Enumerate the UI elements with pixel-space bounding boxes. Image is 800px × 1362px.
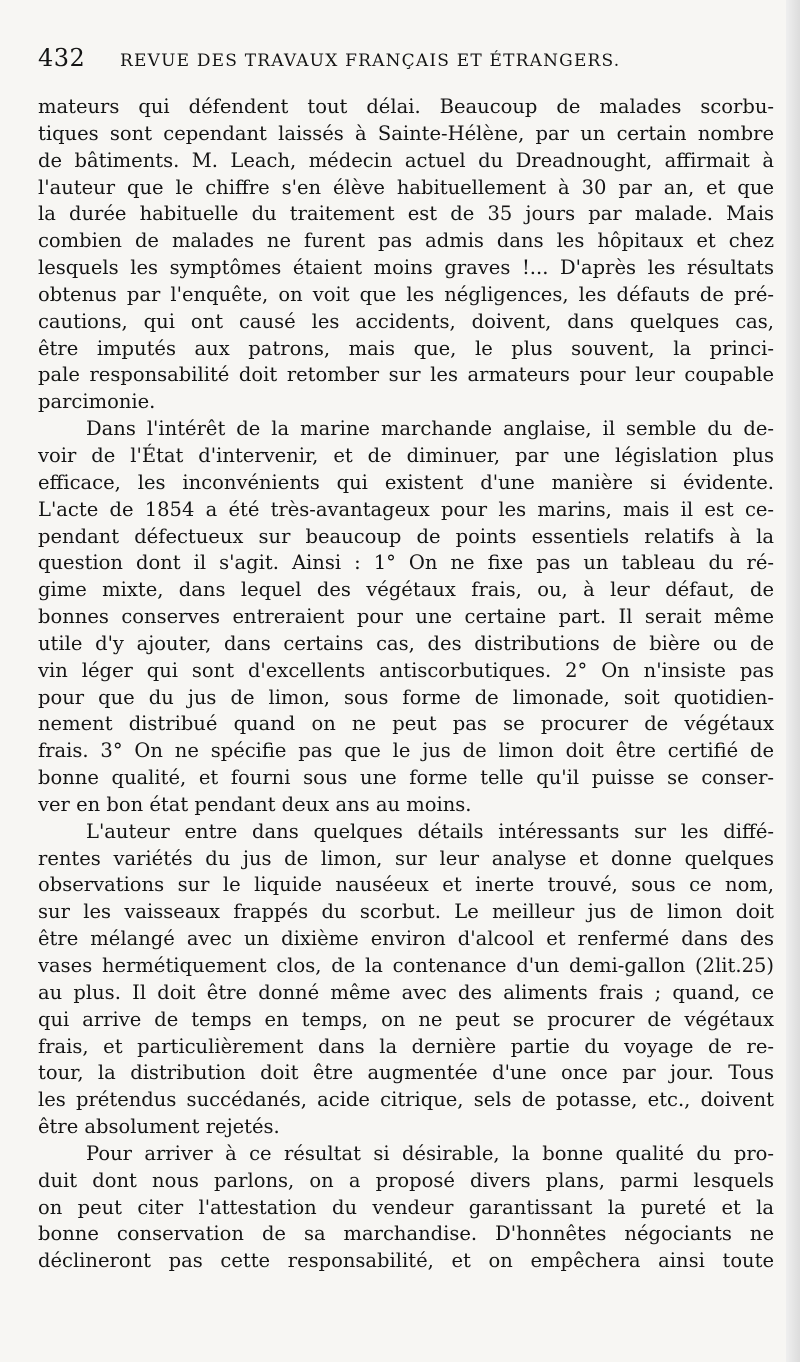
- text-line: utile d'y ajouter, dans certains cas, des distributions de bière ou de: [38, 631, 774, 655]
- text-line: nement distribué quand on ne peut pas se procurer de végétaux: [38, 712, 774, 736]
- text-line: bonnes conserves entreraient pour une certaine part. Il serait même: [38, 605, 774, 629]
- text-line: vases hermétiquement clos, de la contenance d'un demi-gallon (2lit.25): [38, 954, 774, 977]
- text-line: combien de malades ne furent pas admis dans les hôpitaux et chez: [38, 229, 774, 253]
- text-line: au plus. Il doit être donné même avec des aliments frais ; quand, ce: [38, 980, 774, 1004]
- running-title: REVUE DES TRAVAUX FRANÇAIS ET ÉTRANGERS.: [120, 51, 621, 71]
- text-line: qui arrive de temps en temps, on ne peut se procurer de végétaux: [38, 1007, 774, 1031]
- text-line: L'auteur entre dans quelques détails intéressants sur les diffé-: [86, 819, 774, 843]
- text-line: bonne conservation de sa marchandise. D'honnêtes négociants ne: [38, 1222, 774, 1246]
- text-line: être imputés aux patrons, mais que, le plus souvent, la princi-: [38, 336, 774, 360]
- text-line: gime mixte, dans lequel des végétaux frais, ou, à leur défaut, de: [38, 578, 774, 602]
- page-number: 432: [38, 44, 86, 72]
- text-line: déclineront pas cette responsabilité, et on empêchera ainsi toute: [38, 1249, 774, 1273]
- text-line: parcimonie.: [38, 390, 156, 414]
- text-line: obtenus par l'enquête, on voit que les négligences, les défauts de pré-: [38, 282, 774, 306]
- text-line: pale responsabilité doit retomber sur les armateurs pour leur coupable: [38, 363, 774, 387]
- paragraph: [38, 416, 774, 819]
- text-line: ver en bon état pendant deux ans au moins.: [38, 792, 472, 816]
- text-line: cautions, qui ont causé les accidents, doivent, dans quelques cas,: [38, 309, 774, 333]
- text-line: sur les vaisseaux frappés du scorbut. Le meilleur jus de limon doit: [38, 900, 774, 924]
- paragraph: [38, 94, 774, 416]
- text-line: de bâtiments. M. Leach, médecin actuel du Dreadnought, affirmait à: [38, 148, 774, 172]
- text-line: vin léger qui sont d'excellents antiscorbutiques. 2° On n'insiste pas: [38, 658, 774, 682]
- text-line: duit dont nous parlons, on a proposé divers plans, parmi lesquels: [38, 1168, 774, 1192]
- text-line: être absolument rejetés.: [38, 1115, 280, 1139]
- text-line: être mélangé avec un dixième environ d'alcool et renfermé dans des: [38, 927, 774, 951]
- page-header: [38, 44, 774, 80]
- body-text: [38, 94, 774, 1275]
- text-line: les prétendus succédanés, acide citrique, sels de potasse, etc., doivent: [38, 1088, 774, 1112]
- text-line: Dans l'intérêt de la marine marchande anglaise, il semble du de-: [86, 417, 774, 441]
- text-line: lesquels les symptômes étaient moins graves !... D'après les résultats: [38, 256, 774, 280]
- text-line: pour que du jus de limon, sous forme de limonade, soit quotidien-: [38, 685, 774, 709]
- text-line: rentes variétés du jus de limon, sur leur analyse et donne quelques: [38, 846, 774, 870]
- text-line: efficace, les inconvénients qui existent d'une manière si évidente.: [38, 470, 774, 494]
- text-line: question dont il s'agit. Ainsi : 1° On ne fixe pas un tableau du ré-: [38, 551, 774, 575]
- text-line: on peut citer l'attestation du vendeur garantissant la pureté et la: [38, 1195, 774, 1219]
- text-line: bonne qualité, et fourni sous une forme telle qu'il puisse se conser-: [38, 766, 774, 790]
- text-line: tiques sont cependant laissés à Sainte-Hélène, par un certain nombre: [38, 121, 774, 145]
- text-line: la durée habituelle du traitement est de 35 jours par malade. Mais: [38, 202, 774, 226]
- text-line: pendant défectueux sur beaucoup de points essentiels relatifs à la: [38, 524, 774, 548]
- page-gutter-shadow: [786, 0, 800, 1362]
- text-line: observations sur le liquide nauséeux et inerte trouvé, sous ce nom,: [38, 873, 774, 897]
- text-line: Pour arriver à ce résultat si désirable, la bonne qualité du pro-: [86, 1141, 774, 1165]
- text-line: tour, la distribution doit être augmentée d'une once par jour. Tous: [38, 1061, 774, 1085]
- text-line: L'acte de 1854 a été très-avantageux pour les marins, mais il est ce-: [38, 497, 774, 521]
- text-line: frais. 3° On ne spécifie pas que le jus de limon doit être certifié de: [38, 739, 774, 763]
- paragraph: [38, 1141, 774, 1275]
- text-line: l'auteur que le chiffre s'en élève habituellement à 30 par an, et que: [38, 175, 774, 199]
- text-line: mateurs qui défendent tout délai. Beaucoup de malades scorbu-: [38, 95, 774, 118]
- text-line: voir de l'État d'intervenir, et de diminuer, par une législation plus: [38, 443, 774, 467]
- text-line: frais, et particulièrement dans la dernière partie du voyage de re-: [38, 1034, 774, 1058]
- paragraph: [38, 819, 774, 1141]
